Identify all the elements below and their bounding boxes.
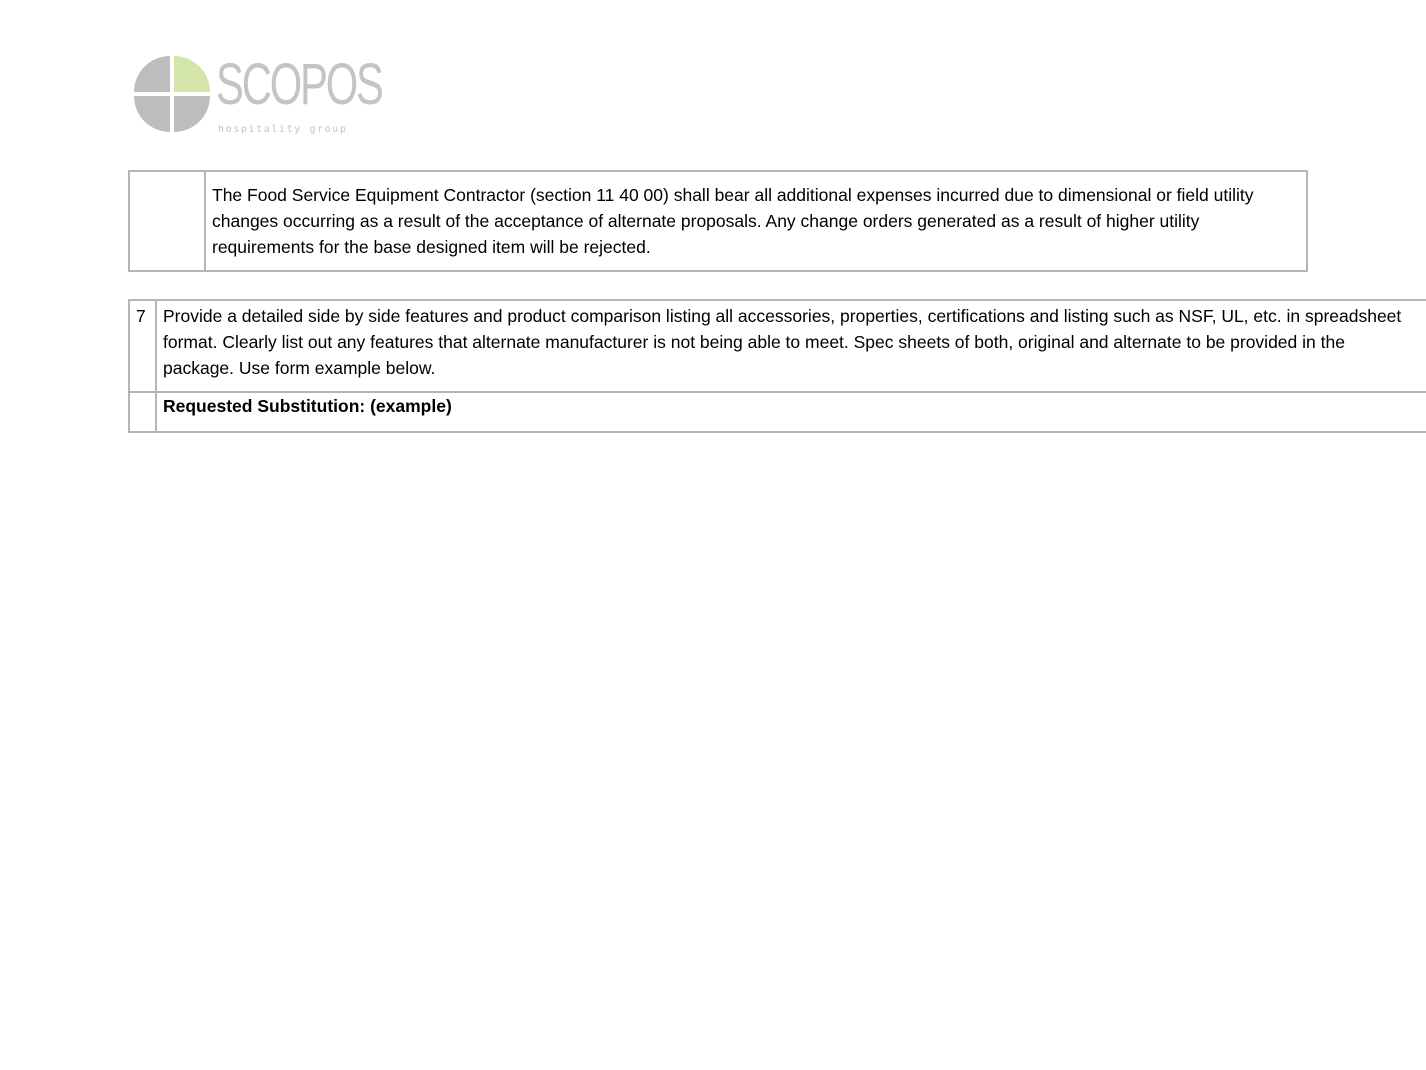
- item-7-text: [156, 300, 1426, 392]
- item-number: 7: [129, 300, 156, 392]
- requested-substitution-heading: Requested Substitution: (example): [156, 392, 1426, 432]
- logo-tagline: hospitality group: [218, 124, 348, 135]
- item-7-line-1: Provide a detailed side by side features and product comparison listing all accessories, properties, certifications and listing such as NSF, UL, etc. in spreadsheet: [163, 306, 1402, 326]
- logo-wordmark: SCOPOS: [216, 52, 382, 117]
- table-row: [129, 171, 1307, 271]
- item-7-line-2: format. Clearly list out any features that alternate manufacturer is not being able to meet. Spec sheets of both, original and alternate to be provided in the: [163, 332, 1345, 352]
- utility-changes-table: [128, 170, 1308, 272]
- table-row: [129, 300, 1426, 392]
- utility-changes-text: The Food Service Equipment Contractor (section 11 40 00) shall bear all additional expenses incurred due to dimensional or field utility changes occurring as a result of the acceptance of alternate proposals. Any change orders generated as a result of higher utility requirements for the base designed item will be rejected.: [205, 171, 1307, 271]
- table-row: [129, 392, 1426, 432]
- logo-quadrant-icon: [134, 54, 210, 132]
- scopos-logo: [134, 52, 382, 144]
- item-number-blank: [129, 392, 156, 432]
- item-7-line-3: package. Use form example below.: [163, 358, 436, 378]
- item-7-table: [128, 299, 1426, 433]
- blank-cell: [129, 171, 205, 271]
